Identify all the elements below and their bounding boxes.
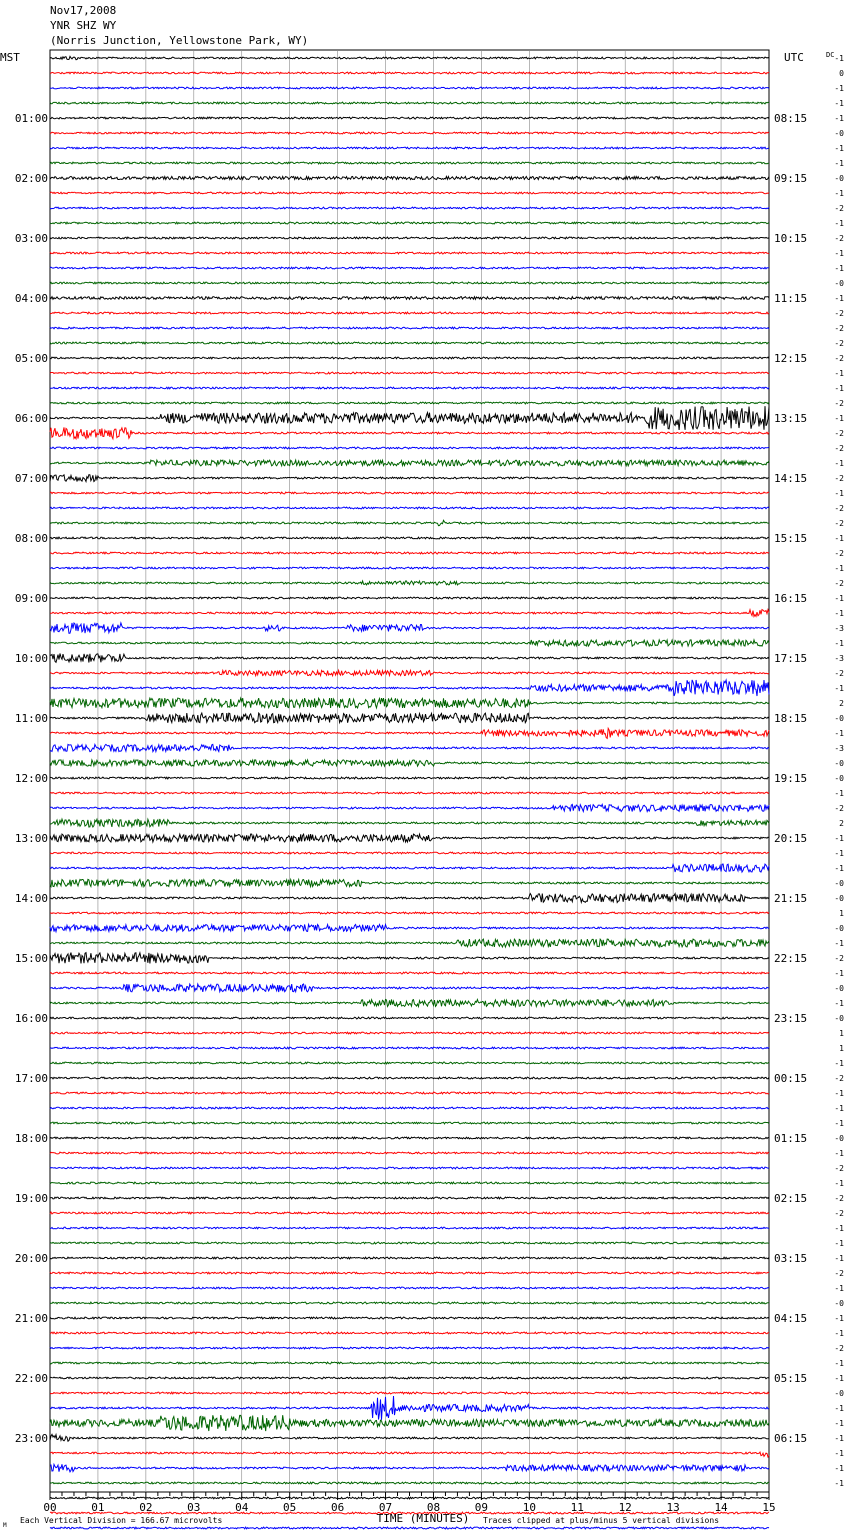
dc-value: -2 — [834, 324, 844, 333]
seismic-trace — [50, 640, 769, 646]
dc-value: -3 — [834, 744, 844, 753]
seismic-trace — [50, 357, 769, 359]
dc-value: -2 — [834, 1209, 844, 1218]
seismic-trace — [50, 492, 769, 494]
dc-value: 2 — [839, 699, 844, 708]
x-axis-title: TIME (MINUTES) — [376, 1512, 470, 1525]
seismic-trace — [50, 852, 769, 854]
seismic-trace — [50, 237, 769, 239]
seismic-trace — [50, 1000, 769, 1007]
seismic-trace — [50, 282, 769, 284]
seismic-trace — [50, 1257, 769, 1259]
seismic-trace — [50, 972, 769, 974]
dc-value: -1 — [834, 84, 844, 93]
dc-value: -1 — [834, 99, 844, 108]
seismic-trace — [50, 447, 769, 449]
seismic-trace — [50, 1077, 769, 1079]
seismic-trace — [50, 1452, 769, 1457]
x-tick-label: 00 — [43, 1501, 57, 1514]
seismic-trace — [50, 1017, 769, 1019]
seismic-trace — [50, 327, 769, 329]
seismic-trace — [50, 1482, 769, 1484]
dc-value: -1 — [834, 1419, 844, 1428]
seismic-trace — [50, 680, 769, 696]
seismic-trace — [50, 728, 769, 738]
dc-value: -1 — [834, 1239, 844, 1248]
hour-label-left: 01:00 — [14, 112, 48, 125]
seismic-trace — [50, 1212, 769, 1214]
x-tick-label: 07 — [378, 1501, 393, 1514]
dc-value: -1 — [834, 594, 844, 603]
hour-label-left: 18:00 — [14, 1132, 48, 1145]
seismic-trace — [50, 1377, 769, 1379]
seismic-trace — [50, 1062, 769, 1064]
dc-value: -0 — [834, 984, 844, 993]
x-tick-label: 05 — [283, 1501, 297, 1514]
x-tick-label: 10 — [522, 1501, 536, 1514]
seismic-trace — [50, 192, 769, 194]
dc-value: -2 — [834, 1269, 844, 1278]
hour-label-left: 14:00 — [14, 892, 48, 905]
dc-value: -1 — [834, 864, 844, 873]
seismic-trace — [50, 1227, 769, 1229]
seismic-trace — [50, 207, 769, 209]
dc-value: -2 — [834, 804, 844, 813]
hour-label-left: 21:00 — [14, 1312, 48, 1325]
dc-value: -1 — [834, 729, 844, 738]
seismic-trace — [50, 402, 769, 404]
left-timezone-label: MST — [0, 51, 20, 64]
seismic-trace — [50, 1122, 769, 1124]
dc-value: -1 — [834, 849, 844, 858]
dc-value: -1 — [834, 609, 844, 618]
seismic-trace — [50, 56, 769, 59]
dc-value: -2 — [834, 519, 844, 528]
hour-label-right: 13:15 — [774, 412, 808, 425]
dc-value: -3 — [834, 624, 844, 633]
hour-label-right: 23:15 — [774, 1012, 808, 1025]
dc-value: -2 — [834, 549, 844, 558]
dc-value: -1 — [834, 1404, 844, 1413]
seismic-trace — [50, 1182, 769, 1184]
dc-value: -2 — [834, 204, 844, 213]
hour-label-right: 22:15 — [774, 952, 808, 965]
seismic-trace — [50, 744, 769, 751]
seismic-trace — [50, 72, 769, 74]
seismic-trace — [50, 312, 769, 314]
seismic-trace — [50, 372, 769, 374]
dc-value: -1 — [834, 534, 844, 543]
seismic-trace — [50, 342, 769, 344]
dc-value: -1 — [834, 1119, 844, 1128]
seismic-trace — [50, 879, 769, 886]
seismic-trace — [50, 819, 769, 827]
seismic-trace — [50, 297, 769, 300]
hour-label-left: 19:00 — [14, 1192, 48, 1205]
seismic-trace — [50, 804, 769, 811]
dc-value: -1 — [834, 1374, 844, 1383]
seismic-trace — [50, 520, 769, 525]
seismic-trace — [50, 760, 769, 766]
hour-label-right: 12:15 — [774, 352, 808, 365]
dc-value: -0 — [834, 879, 844, 888]
seismic-trace — [50, 427, 769, 438]
hour-label-left: 09:00 — [14, 592, 48, 605]
dc-value: -2 — [834, 669, 844, 678]
dc-value: 1 — [839, 1044, 844, 1053]
seismic-trace — [50, 1272, 769, 1274]
dc-value: -2 — [834, 1344, 844, 1353]
x-tick-label: 04 — [235, 1501, 249, 1514]
seismic-trace — [50, 552, 769, 554]
seismic-trace — [50, 792, 769, 794]
seismic-trace — [50, 894, 769, 903]
seismic-trace — [50, 132, 769, 134]
label-group — [0, 51, 844, 1529]
dc-value: -1 — [834, 1464, 844, 1473]
dc-value: -0 — [834, 1299, 844, 1308]
x-tick-label: 09 — [474, 1501, 489, 1514]
seismic-trace — [50, 1032, 769, 1034]
seismic-trace — [50, 1527, 769, 1529]
dc-value: -2 — [834, 1164, 844, 1173]
header-location: (Norris Junction, Yellowstone Park, WY) — [50, 34, 309, 47]
x-tick-label: 02 — [139, 1501, 153, 1514]
seismic-trace — [50, 581, 769, 585]
dc-value: -1 — [834, 1329, 844, 1338]
hour-label-left: 07:00 — [14, 472, 48, 485]
hour-label-right: 05:15 — [774, 1372, 808, 1385]
hour-label-left: 08:00 — [14, 532, 48, 545]
x-tick-label: 03 — [187, 1501, 201, 1514]
dc-value: -1 — [834, 1254, 844, 1263]
hour-label-left: 05:00 — [14, 352, 48, 365]
x-tick-label: 01 — [91, 1501, 105, 1514]
dc-value: -2 — [834, 474, 844, 483]
dc-value: -1 — [834, 999, 844, 1008]
dc-value: -2 — [834, 954, 844, 963]
hour-label-left: 22:00 — [14, 1372, 48, 1385]
dc-value: 2 — [839, 819, 844, 828]
dc-value: -2 — [834, 234, 844, 243]
dc-value: -1 — [834, 294, 844, 303]
dc-value: -0 — [834, 894, 844, 903]
seismic-trace — [50, 698, 769, 708]
x-tick-label: 08 — [426, 1501, 441, 1514]
seismic-trace — [50, 1107, 769, 1109]
seismic-trace — [50, 864, 769, 872]
hour-label-right: 14:15 — [774, 472, 808, 485]
dc-value: -1 — [834, 1224, 844, 1233]
hour-label-right: 15:15 — [774, 532, 808, 545]
hour-label-left: 03:00 — [14, 232, 48, 245]
dc-value: -1 — [834, 1104, 844, 1113]
hour-label-left: 12:00 — [14, 772, 48, 785]
dc-value: -2 — [834, 309, 844, 318]
seismic-trace — [50, 1332, 769, 1334]
dc-value: -1 — [834, 459, 844, 468]
dc-value: -1 — [834, 1359, 844, 1368]
header-date: Nov17,2008 — [50, 4, 117, 17]
seismic-trace — [50, 1396, 769, 1420]
dc-value: -2 — [834, 1194, 844, 1203]
scale-note: Each Vertical Division = 166.67 microvolts — [20, 1516, 223, 1525]
seismic-trace — [50, 1197, 769, 1199]
seismic-trace — [50, 507, 769, 509]
x-tick-label: 14 — [714, 1501, 728, 1514]
seismic-trace — [50, 252, 769, 254]
seismic-trace — [50, 567, 769, 569]
seismic-trace — [50, 670, 769, 675]
dc-value: -1 — [834, 114, 844, 123]
seismic-trace — [50, 1434, 769, 1441]
dc-value: -1 — [834, 684, 844, 693]
seismic-trace — [50, 610, 769, 617]
seismic-trace — [50, 1047, 769, 1049]
seismic-trace — [50, 1415, 769, 1431]
hour-label-right: 11:15 — [774, 292, 808, 305]
dc-value: -1 — [834, 1314, 844, 1323]
seismic-trace — [50, 1302, 769, 1304]
dc-value: -1 — [834, 1434, 844, 1443]
dc-value: -0 — [834, 774, 844, 783]
dc-value: -1 — [834, 159, 844, 168]
hour-label-left: 16:00 — [14, 1012, 48, 1025]
hour-label-left: 23:00 — [14, 1432, 48, 1445]
hour-label-right: 08:15 — [774, 112, 808, 125]
seismic-trace — [50, 1092, 769, 1094]
dc-value: -1 — [834, 834, 844, 843]
seismic-trace — [50, 1497, 769, 1499]
dc-value: 0 — [839, 69, 844, 78]
dc-value: -1 — [834, 54, 844, 63]
hour-label-right: 20:15 — [774, 832, 808, 845]
dc-value: -1 — [834, 1059, 844, 1068]
seismic-trace — [50, 953, 769, 964]
dc-value: -1 — [834, 384, 844, 393]
dc-value: -2 — [834, 504, 844, 513]
dc-value: -1 — [834, 1284, 844, 1293]
dc-value: -1 — [834, 969, 844, 978]
seismic-trace — [50, 1287, 769, 1289]
clip-note: Traces clipped at plus/minus 5 vertical divisions — [483, 1516, 720, 1525]
seismic-trace — [50, 406, 769, 430]
seismic-trace — [50, 834, 769, 842]
hour-label-right: 06:15 — [774, 1432, 808, 1445]
seismic-trace — [50, 102, 769, 104]
dc-value: -1 — [834, 414, 844, 423]
seismic-trace — [50, 924, 769, 931]
dc-value: -1 — [834, 639, 844, 648]
dc-value: -1 — [834, 564, 844, 573]
seismic-trace — [50, 1152, 769, 1154]
hour-label-left: 06:00 — [14, 412, 48, 425]
dc-value: -0 — [834, 924, 844, 933]
dc-value: -0 — [834, 759, 844, 768]
seismic-trace — [50, 475, 769, 482]
hour-label-right: 04:15 — [774, 1312, 808, 1325]
dc-value: -0 — [834, 1389, 844, 1398]
dc-value: -2 — [834, 579, 844, 588]
dc-value: -0 — [834, 1134, 844, 1143]
seismic-trace — [50, 117, 769, 119]
corner-mark: M — [3, 1522, 7, 1529]
dc-value: -3 — [834, 654, 844, 663]
hour-label-right: 19:15 — [774, 772, 808, 785]
dc-value: -2 — [834, 444, 844, 453]
dc-value: -1 — [834, 1089, 844, 1098]
hour-label-right: 01:15 — [774, 1132, 808, 1145]
dc-value: -2 — [834, 399, 844, 408]
hour-label-right: 03:15 — [774, 1252, 808, 1265]
hour-label-left: 15:00 — [14, 952, 48, 965]
dc-value: -1 — [834, 939, 844, 948]
x-tick-label: 15 — [762, 1501, 776, 1514]
hour-label-right: 17:15 — [774, 652, 808, 665]
hour-label-left: 10:00 — [14, 652, 48, 665]
hour-label-right: 21:15 — [774, 892, 808, 905]
seismic-trace — [50, 176, 769, 179]
dc-value: 1 — [839, 909, 844, 918]
dc-value: -2 — [834, 1074, 844, 1083]
dc-value: -2 — [834, 429, 844, 438]
hour-label-left: 20:00 — [14, 1252, 48, 1265]
hour-label-left: 02:00 — [14, 172, 48, 185]
dc-value: -1 — [834, 489, 844, 498]
hour-label-right: 16:15 — [774, 592, 808, 605]
dc-value: -1 — [834, 1479, 844, 1488]
seismic-trace — [50, 87, 769, 89]
dc-value: -1 — [834, 189, 844, 198]
dc-value: -2 — [834, 354, 844, 363]
seismic-trace — [50, 387, 769, 389]
seismic-trace — [50, 713, 769, 723]
hour-label-left: 04:00 — [14, 292, 48, 305]
seismic-trace — [50, 1137, 769, 1139]
seismic-trace — [50, 222, 769, 224]
seismic-trace — [50, 1317, 769, 1319]
dc-value: 1 — [839, 1029, 844, 1038]
right-timezone-label: UTC — [784, 51, 804, 64]
dc-value: -1 — [834, 219, 844, 228]
hour-label-right: 18:15 — [774, 712, 808, 725]
dc-value: -0 — [834, 129, 844, 138]
x-tick-label: 11 — [570, 1501, 584, 1514]
seismic-trace — [50, 654, 769, 663]
x-tick-label: 13 — [666, 1501, 680, 1514]
dc-value: -2 — [834, 339, 844, 348]
seismic-trace — [50, 1242, 769, 1244]
hour-label-left: 13:00 — [14, 832, 48, 845]
hour-label-right: 10:15 — [774, 232, 808, 245]
seismic-trace — [50, 912, 769, 914]
dc-value: -1 — [834, 369, 844, 378]
dc-value: -0 — [834, 1014, 844, 1023]
hour-label-right: 00:15 — [774, 1072, 808, 1085]
seismic-trace — [50, 939, 769, 947]
seismic-trace — [50, 1464, 769, 1472]
plot-frame — [50, 50, 769, 1492]
dc-label: DC — [826, 51, 835, 59]
dc-value: -1 — [834, 1179, 844, 1188]
seismic-trace — [50, 537, 769, 539]
dc-value: -0 — [834, 174, 844, 183]
seismic-trace — [50, 460, 769, 466]
dc-value: -1 — [834, 249, 844, 258]
seismic-trace — [50, 1392, 769, 1394]
seismic-trace — [50, 1167, 769, 1169]
dc-value: -1 — [834, 1149, 844, 1158]
seismic-trace — [50, 162, 769, 164]
seismic-trace — [50, 1347, 769, 1349]
dc-value: -1 — [834, 144, 844, 153]
hour-label-left: 11:00 — [14, 712, 48, 725]
dc-value: -1 — [834, 264, 844, 273]
seismic-trace — [50, 1362, 769, 1364]
seismic-trace — [50, 597, 769, 599]
dc-value: -0 — [834, 714, 844, 723]
seismic-trace — [50, 777, 769, 779]
trace-group — [50, 56, 769, 1534]
seismic-trace — [50, 623, 769, 633]
seismic-trace — [50, 267, 769, 269]
hour-label-left: 17:00 — [14, 1072, 48, 1085]
header-station: YNR SHZ WY — [50, 19, 117, 32]
hour-label-right: 09:15 — [774, 172, 808, 185]
dc-value: -1 — [834, 789, 844, 798]
seismic-trace — [50, 147, 769, 149]
dc-value: -1 — [834, 1449, 844, 1458]
hour-label-right: 02:15 — [774, 1192, 808, 1205]
seismic-trace — [50, 984, 769, 992]
dc-value: -0 — [834, 279, 844, 288]
x-tick-label: 12 — [618, 1501, 632, 1514]
x-tick-label: 06 — [330, 1501, 345, 1514]
